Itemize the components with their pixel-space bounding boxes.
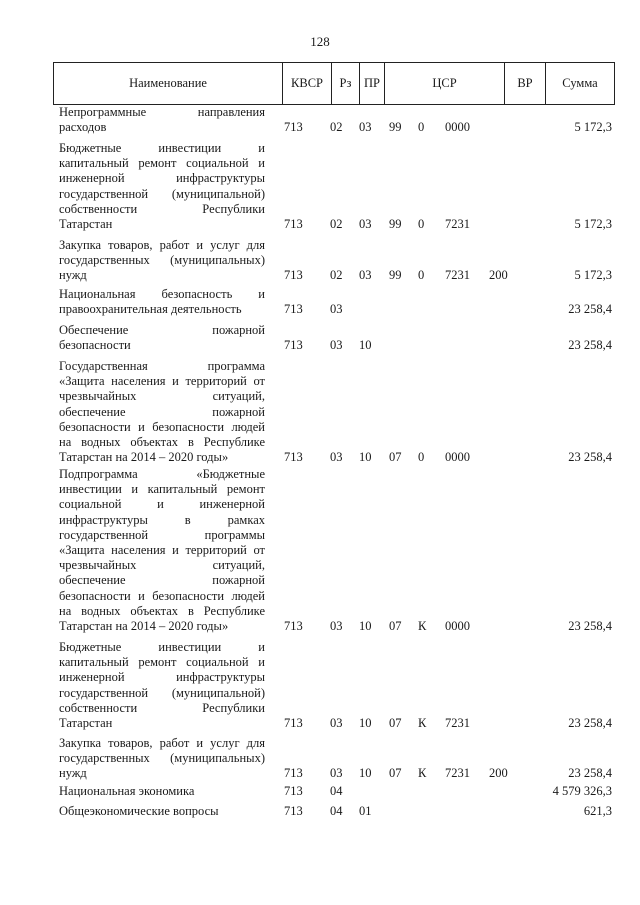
row-name-line: Бюджетные инвестиции и [59,640,265,654]
cell-csr3: 0000 [445,618,470,633]
cell-sum: 5 172,3 [574,216,612,231]
row-name [59,287,265,317]
row-name-line: обеспечение пожарной [59,573,265,588]
cell-kvsr: 713 [284,715,303,730]
row-name-line: государственных (муниципальных) [59,751,265,766]
header-rz: Рз [339,76,352,90]
cell-kvsr: 713 [284,450,303,465]
cell-csr2: К [418,715,427,730]
row-name-line: инфраструктуры в рамках [59,512,265,527]
table-row [0,640,640,731]
cell-csr2: К [418,766,427,781]
row-name-line: социальной и инженерной [59,497,265,512]
cell-rz: 04 [330,783,343,798]
table-row [0,804,640,819]
table-row [0,359,640,465]
table-row [0,238,640,284]
cell-csr3: 7231 [445,216,470,231]
row-name-line: правоохранительная деятельность [59,302,242,317]
row-name [59,736,265,782]
table-row [0,784,640,799]
cell-pr: 10 [359,618,372,633]
cell-rz: 03 [330,338,343,353]
row-name-line: государственной (муниципальной) [59,186,265,201]
row-name-line: капитальный ремонт социальной и [59,156,265,171]
page-number: 128 [310,34,330,49]
cell-csr2: 0 [418,216,425,231]
cell-pr: 03 [359,216,372,231]
cell-pr: 01 [359,803,372,818]
row-name-line: безопасности [59,338,131,353]
cell-pr: 10 [359,715,372,730]
cell-rz: 03 [330,766,343,781]
cell-csr2: 0 [418,450,425,465]
table-row [0,141,640,232]
cell-kvsr: 713 [284,766,303,781]
cell-csr3: 7231 [445,268,470,283]
row-name-line: Национальная безопасность и [59,287,265,301]
cell-kvsr: 713 [284,216,303,231]
row-name-line: чрезвычайных ситуаций, [59,558,265,573]
cell-csr1: 99 [389,268,402,283]
row-name-line: Общеэкономические вопросы [59,804,219,818]
cell-kvsr: 713 [284,803,303,818]
row-name [59,238,265,284]
cell-kvsr: 713 [284,120,303,135]
row-name-line: Татарстан на 2014 – 2020 годы» [59,619,229,634]
table-row [0,467,640,634]
row-name-line: государственных (муниципальных) [59,253,265,268]
cell-pr: 10 [359,766,372,781]
row-name-line: Закупка товаров, работ и услуг для [59,238,265,252]
row-name-line: обеспечение пожарной [59,404,265,419]
cell-kvsr: 713 [284,783,303,798]
row-name-line: инженерной инфраструктуры [59,670,265,685]
cell-rz: 04 [330,803,343,818]
cell-vr: 200 [489,268,508,283]
cell-sum: 23 258,4 [568,338,612,353]
row-name-line: Подпрограмма «Бюджетные [59,467,265,481]
cell-csr3: 0000 [445,450,470,465]
row-name-line: «Защита населения и территорий от [59,374,265,389]
row-name-line: «Защита населения и территорий от [59,543,265,558]
cell-rz: 02 [330,268,343,283]
row-name [59,640,265,731]
row-name-line: Бюджетные инвестиции и [59,141,265,155]
cell-sum: 23 258,4 [568,618,612,633]
row-name-line: Закупка товаров, работ и услуг для [59,736,265,750]
cell-sum: 621,3 [583,803,612,818]
row-name [59,784,265,799]
cell-csr2: 0 [418,120,425,135]
row-name [59,359,265,465]
cell-csr1: 99 [389,120,402,135]
cell-rz: 03 [330,450,343,465]
row-name-line: инвестиции и капитальный ремонт [59,482,265,497]
cell-sum: 23 258,4 [568,450,612,465]
cell-rz: 03 [330,715,343,730]
row-name-line: Татарстан [59,217,113,232]
cell-vr: 200 [489,766,508,781]
row-name-line: безопасности и безопасности людей [59,419,265,434]
header-pr: ПР [364,76,380,90]
row-name-line: собственности Республики [59,700,265,715]
cell-sum: 23 258,4 [568,715,612,730]
row-name-line: Непрограммные направления [59,105,265,119]
cell-rz: 03 [330,618,343,633]
row-name-line: расходов [59,120,107,135]
row-name-line: нужд [59,766,87,781]
row-name-line: инженерной инфраструктуры [59,171,265,186]
row-name-line: капитальный ремонт социальной и [59,655,265,670]
cell-rz: 03 [330,302,343,317]
table-row [0,736,640,782]
row-name-line: чрезвычайных ситуаций, [59,389,265,404]
row-name-line: Татарстан на 2014 – 2020 годы» [59,450,229,465]
row-name-line: собственности Республики [59,201,265,216]
row-name-line: безопасности и безопасности людей [59,588,265,603]
cell-sum: 23 258,4 [568,766,612,781]
row-name-line: Обеспечение пожарной [59,323,265,337]
row-name-line: государственной (муниципальной) [59,685,265,700]
row-name-line: нужд [59,268,87,283]
cell-csr1: 07 [389,715,402,730]
cell-kvsr: 713 [284,268,303,283]
row-name-line: Татарстан [59,716,113,731]
cell-sum: 23 258,4 [568,302,612,317]
cell-sum: 5 172,3 [574,120,612,135]
cell-pr: 03 [359,268,372,283]
row-name-line: на водных объектах в Республике [59,435,265,450]
row-name [59,141,265,232]
cell-kvsr: 713 [284,338,303,353]
cell-csr1: 07 [389,618,402,633]
cell-pr: 03 [359,120,372,135]
table-header [53,62,615,105]
cell-csr1: 99 [389,216,402,231]
cell-csr3: 0000 [445,120,470,135]
header-name: Наименование [129,76,207,90]
row-name-line: на водных объектах в Республике [59,603,265,618]
row-name-line: Государственная программа [59,359,265,373]
cell-sum: 5 172,3 [574,268,612,283]
row-name [59,804,265,819]
cell-csr1: 07 [389,450,402,465]
cell-csr3: 7231 [445,715,470,730]
cell-pr: 10 [359,450,372,465]
row-name-line: Национальная экономика [59,784,195,798]
cell-kvsr: 713 [284,618,303,633]
cell-pr: 10 [359,338,372,353]
table-row [0,105,640,135]
header-csr: ЦСР [432,76,457,90]
cell-csr1: 07 [389,766,402,781]
row-name [59,323,265,353]
header-vr: ВР [517,76,533,90]
cell-csr2: К [418,618,427,633]
row-name [59,105,265,135]
cell-csr3: 7231 [445,766,470,781]
header-sum: Сумма [562,76,598,90]
table-row [0,323,640,353]
cell-rz: 02 [330,120,343,135]
row-name-line: государственной программы [59,527,265,542]
header-kvsr: КВСР [291,76,323,90]
row-name [59,467,265,634]
cell-sum: 4 579 326,3 [552,783,612,798]
cell-csr2: 0 [418,268,425,283]
cell-rz: 02 [330,216,343,231]
cell-kvsr: 713 [284,302,303,317]
table-row [0,287,640,317]
